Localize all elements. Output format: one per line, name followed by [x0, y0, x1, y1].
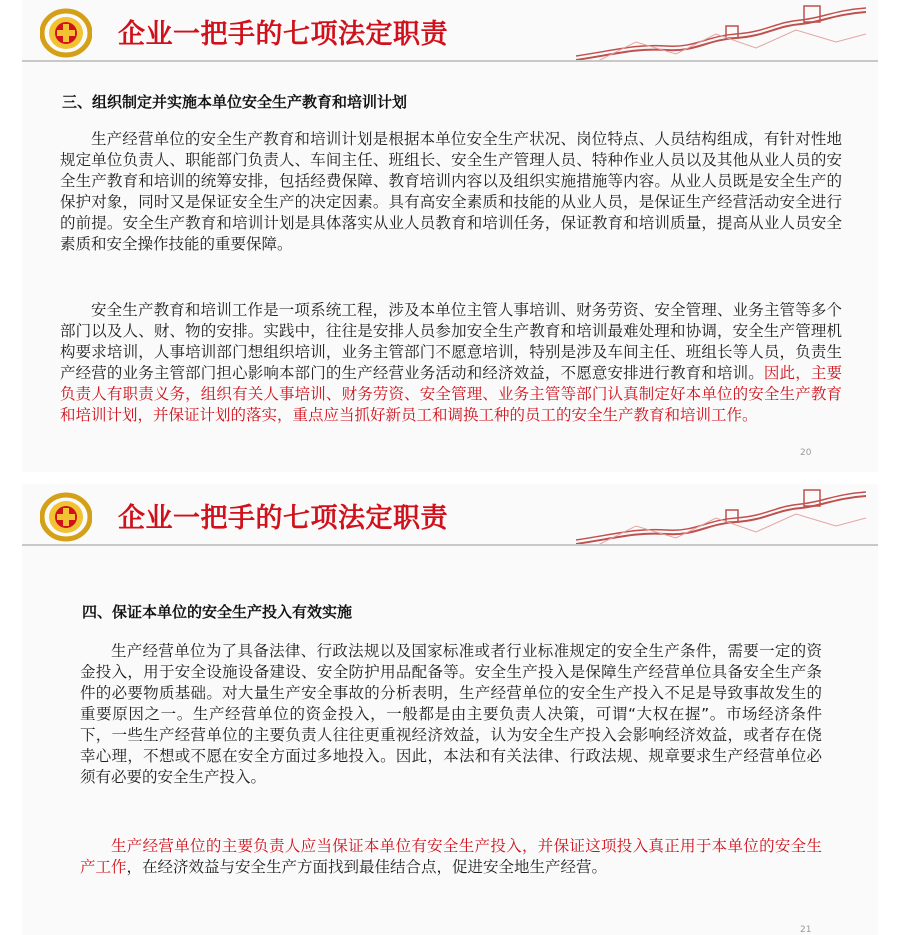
paragraph-2-highlight: 因此，主要负责人有职责义务，组织有关人事培训、财务劳资、安全管理、业务主管等部门认真制定好本单位的安全生产教育和培训计划，并保证计划的落实，重点应当抓好新员工和调换工种的员工的安全生产教育和培训工作。	[60, 364, 842, 424]
slide-gap	[0, 472, 900, 484]
paragraph-1: 生产经营单位为了具备法律、行政法规以及国家标准或者行业标准规定的安全生产条件，需要一定的资金投入，用于安全设施设备建设、安全防护用品配备等。安全生产投入是保障生产经营单位具备安全生产条件的必要物质基础。对大量生产安全事故的分析表明，生产经营单位的安全生产投入不足是导致事故发生的重要原因之一。生产经营单位的资金投入，一般都是由主要负责人决策，可谓“大权在握”。市场经济条件下，一些生产经营单位的主要负责人往往更重视经济效益，认为安全生产投入会影响经济效益，或者存在侥幸心理，不想或不愿在安全方面过多地投入。因此，本法和有关法律、行政法规、规章要求生产经营单位必须有必要的安全生产投入。	[80, 642, 822, 786]
paragraph-2-highlight: 生产经营单位的主要负责人应当保证本单位有安全生产投入，并保证这项投入真正用于本单位的安全生产工作	[80, 837, 822, 876]
great-wall-icon	[576, 488, 866, 546]
slide-title: 企业一把手的七项法定职责	[118, 19, 448, 50]
header-divider	[22, 544, 878, 546]
page-number: 21	[800, 925, 812, 935]
page-number: 20	[800, 448, 812, 458]
header-divider	[22, 60, 878, 62]
paragraph-2-normal: 安全生产教育和培训工作是一项系统工程，涉及本单位主管人事培训、财务劳资、安全管理、业务主管等多个部门以及人、财、物的安排。实践中，往往是安排人员参加安全生产教育和培训最难处理和协调，安全生产管理机构要求培训，人事培训部门想组织培训，业务主管部门不愿意培训，特别是涉及车间主任、班组长等人员，负责生产经营的业务主管部门担心影响本部门的生产经营业务活动和经济效益，不愿意安排进行教育和培训。	[60, 301, 842, 382]
paragraph-2	[80, 836, 822, 878]
slide-title: 企业一把手的七项法定职责	[118, 503, 448, 534]
safety-emblem-icon	[40, 492, 92, 542]
section-heading: 三、组织制定并实施本单位安全生产教育和培训计划	[62, 93, 408, 111]
slide-header	[22, 0, 878, 62]
great-wall-icon	[576, 4, 866, 62]
slide-header	[22, 484, 878, 546]
slide-21	[22, 484, 878, 935]
paragraph-2-normal: ，在经济效益与安全生产方面找到最佳结合点，促进安全地生产经营。	[126, 858, 608, 876]
paragraph-2	[60, 300, 842, 426]
safety-emblem-icon	[40, 8, 92, 58]
section-heading: 四、保证本单位的安全生产投入有效实施	[82, 603, 353, 621]
slide-20	[22, 0, 878, 472]
paragraph-1: 生产经营单位的安全生产教育和培训计划是根据本单位安全生产状况、岗位特点、人员结构组成，有针对性地规定单位负责人、职能部门负责人、车间主任、班组长、安全生产管理人员、特种作业人员以及其他从业人员的安全生产教育和培训的统筹安排，包括经费保障、教育培训内容以及组织实施措施等内容。从业人员既是安全生产的保护对象，同时又是保证安全生产的决定因素。具有高安全素质和技能的从业人员，是保证生产经营活动安全进行的前提。安全生产教育和培训计划是具体落实从业人员教育和培训任务，保证教育和培训质量，提高从业人员安全素质和安全操作技能的重要保障。	[60, 130, 842, 253]
